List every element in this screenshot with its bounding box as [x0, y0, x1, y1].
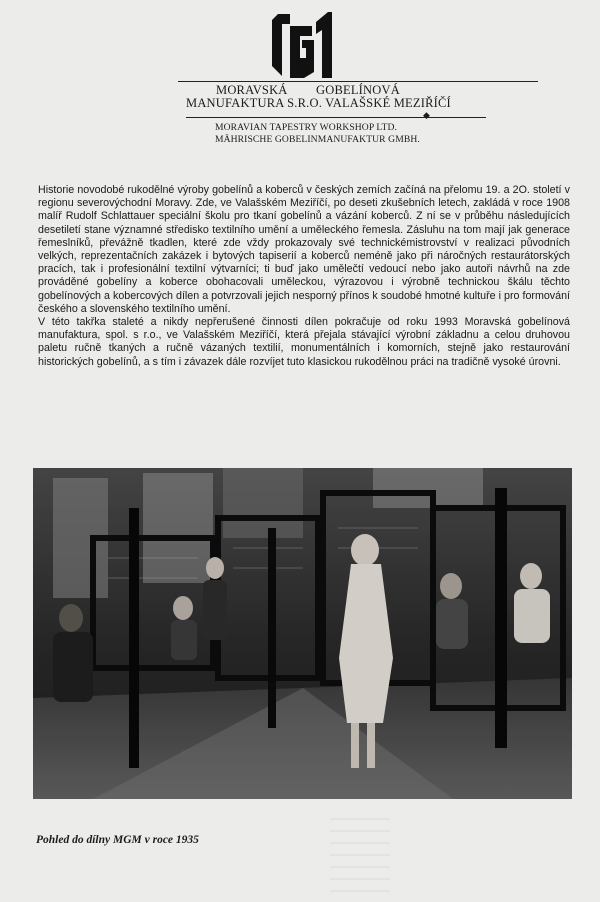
company-name-english: MORAVIAN TAPESTRY WORKSHOP LTD.: [215, 122, 397, 133]
faded-show-through-lines: [330, 808, 390, 902]
history-text: [38, 184, 570, 369]
company-name-german: MÄHRISCHE GOBELINMANUFAKTUR GMBH.: [215, 134, 420, 145]
company-word-moravska: MORAVSKÁ: [216, 83, 288, 97]
weaving-workshop-photo: [33, 468, 572, 799]
history-paragraph-1: Historie novodobé rukodělné výroby gobelínů a koberců v českých zemích začíná na přelomu 19. a 2O. století v regionu severovýchodní Moravy. Zde, ve Valašském Meziříčí, po deseti zkušebních letech, zakládá v roce 1908 malíř Rudolf Schlattauer speciální školu pro tkaní gobelínů a vázání koberců. Z ní se v průběhu následujících desetiletí stane významné středisko textilního umění a uměleckého řemesla. Zásluhu na tom mají jak generace řemeslníků, převážně tkadlen, které zde vždy prokazovaly své technickémistrovství v realizaci původních velkých, reprezentačních zakázek i bytových tapiserií a koberců neméně jako při náročných restaurátorských pracích, tak i profesionální textilní výtvarníci; ti buď jako umělečtí vedoucí nebo jako autoři návrhů na zde prováděné gobelíny a koberce obohacovali uměleckou, výrazovou i výrobně technickou škálu těchto gobelínových a kobercových dílen a potvrzovali jejich nesporný přínos k soudobé hmotné kultuře i pro formování českého a slovenského textilního umění.: [38, 184, 570, 315]
subheader-rule: [186, 117, 486, 118]
header-rule: [178, 81, 538, 82]
company-name-line2: MANUFAKTURA S.R.O. VALAŠSKÉ MEZIŘÍČÍ: [186, 96, 451, 110]
photo-caption: Pohled do dílny MGM v roce 1935: [36, 834, 199, 846]
diamond-ornament-icon: ◆: [423, 110, 430, 120]
company-word-gobelinova: GOBELÍNOVÁ: [316, 83, 400, 97]
mgm-monogram-logo: [268, 6, 336, 80]
history-paragraph-2: V této takřka staleté a nikdy nepřerušené činnosti dílen pokračuje od roku 1993 Moravská gobelínová manufaktura, spol. s r.o., ve Valašském Meziříčí, která přejala stávající výrobní základnu a celou druhovou paletu ručně tkaných a ručně vázaných textilií, monumentálních i komorních, stejně jako restaurování historických gobelínů, a s tím i závazek dále rozvíjet tuto klasickou rukodělnou práci na tradičně vysoké úrovni.: [38, 316, 570, 368]
